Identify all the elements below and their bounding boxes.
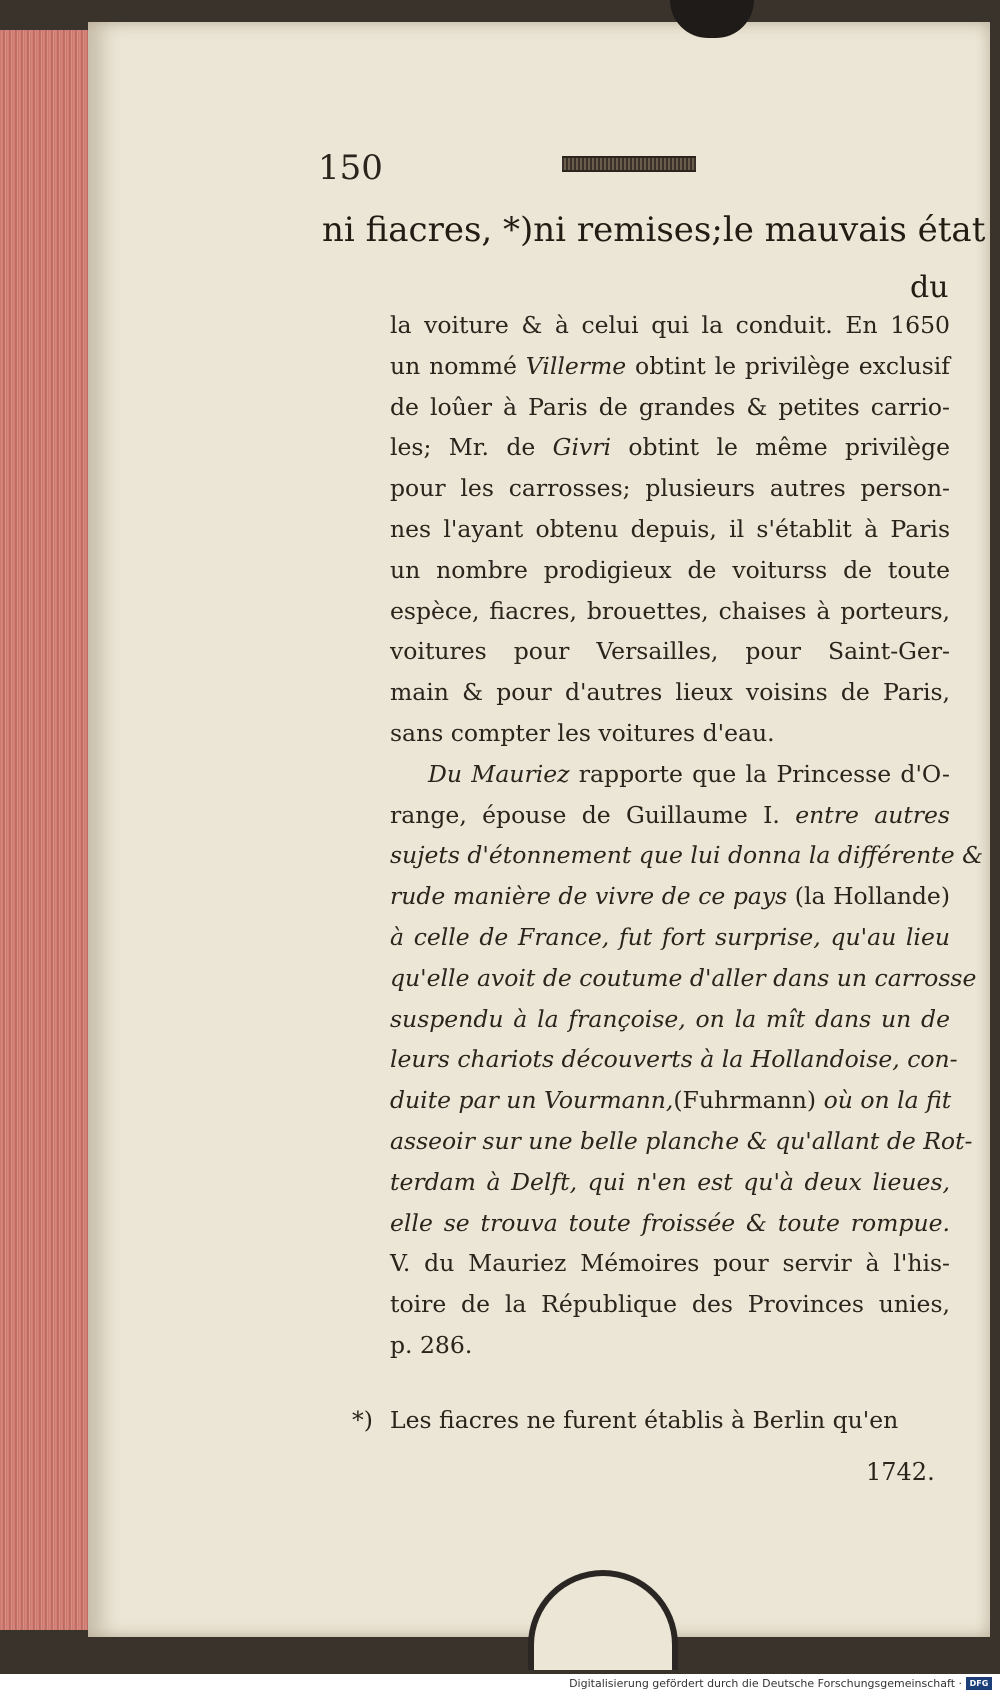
text-line: [390, 305, 950, 346]
text-line: [390, 387, 950, 428]
text-segment: les; Mr. de: [390, 433, 553, 462]
footnote: [352, 1406, 950, 1434]
text-line: [390, 999, 950, 1040]
text-segment: sans compter les voitures d'eau.: [390, 718, 775, 747]
text-segment: de loûer à Paris de grandes & petites carrio-: [390, 392, 950, 421]
text-segment: obtint le même privilège: [611, 433, 950, 462]
book-page-edges: [0, 30, 88, 1630]
text-line: [390, 346, 950, 387]
header-ornament: [562, 156, 696, 172]
text-line: [390, 1325, 950, 1366]
text-segment: toire de la République des Provinces unies,: [390, 1290, 950, 1319]
text-segment: main & pour d'autres lieux voisins de Paris,: [390, 678, 950, 707]
text-segment: la voiture & à celui qui la conduit. En 1650: [390, 311, 950, 339]
text-segment: pour les carrosses; plusieurs autres person-: [390, 474, 950, 503]
text-segment: voitures pour Versailles, pour Saint-Ger-: [390, 637, 950, 666]
text-line: [390, 1039, 958, 1080]
text-segment: (la Hollande): [787, 882, 951, 911]
page-number: 150: [318, 148, 383, 188]
italic-text: sujets d'étonnement que lui donna la différente &: [390, 841, 984, 870]
footnote-text: Les fiacres ne furent établis à Berlin qu'en: [390, 1406, 899, 1434]
italic-text: entre autres: [795, 800, 950, 829]
text-segment: p. 286.: [390, 1330, 473, 1359]
text-segment: rapporte que la Princesse d'O-: [569, 759, 950, 788]
italic-text: leurs chariots découverts à la Hollandoise, con-: [390, 1045, 958, 1074]
text-line: [390, 672, 950, 713]
text-line: [390, 1203, 950, 1244]
catchword-top: du: [910, 270, 949, 305]
text-line: [390, 835, 984, 876]
text-line: [390, 1121, 973, 1162]
italic-text: terdam à Delft, qui n'en est qu'à deux lieues,: [390, 1167, 950, 1196]
catch-line: [322, 210, 986, 250]
text-line: [390, 876, 950, 917]
text-line: [390, 1080, 950, 1121]
text-segment: nes l'ayant obtenu depuis, il s'établit à Paris: [390, 514, 950, 543]
catch-line-part-3: le mauvais état: [722, 210, 986, 250]
text-segment: V. du Mauriez Mémoires pour servir à l'his-: [390, 1249, 950, 1278]
text-segment: (Fuhrmann): [673, 1086, 824, 1115]
italic-text: asseoir sur une belle planche & qu'allant de Rot-: [390, 1126, 973, 1155]
italic-text: Du Mauriez: [428, 759, 570, 788]
text-line: [390, 550, 950, 591]
text-line: [390, 1243, 950, 1284]
italic-text: Givri: [552, 433, 611, 462]
footer-credit: Digitalisierung gefördert durch die Deutsche Forschungsgemeinschaft ·: [569, 1677, 962, 1690]
text-segment: obtint le privilège exclusif: [626, 351, 950, 380]
italic-text: rude manière de vivre de ce pays: [390, 882, 788, 911]
italic-text: duite par un Vourmann,: [390, 1086, 674, 1115]
text-line: [390, 591, 950, 632]
body-text: [390, 305, 984, 1366]
text-segment: espèce, fiacres, brouettes, chaises à porteurs,: [390, 596, 950, 625]
text-segment: un nommé: [390, 351, 526, 380]
dfg-logo: DFG: [966, 1677, 992, 1690]
italic-text: où on la fit: [823, 1086, 952, 1115]
text-line: [390, 713, 950, 754]
text-line: [390, 917, 950, 958]
text-line: [390, 958, 977, 999]
italic-text: suspendu à la françoise, on la mît dans un de: [390, 1004, 950, 1033]
text-segment: range, épouse de Guillaume I.: [390, 800, 796, 829]
italic-text: à celle de France, fut fort surprise, qu'au lieu: [390, 922, 950, 951]
italic-text: qu'elle avoit de coutume d'aller dans un carrosse: [390, 963, 977, 992]
text-line: [390, 468, 950, 509]
text-line: [390, 631, 950, 672]
text-line: [390, 427, 950, 468]
catch-line-part-1: ni fiacres, *): [322, 210, 534, 250]
catch-line-part-2: ni remises;: [533, 210, 723, 250]
text-line: [390, 509, 950, 550]
text-line: [390, 1162, 950, 1203]
catchword-bottom: 1742.: [866, 1458, 935, 1486]
footnote-mark: *): [352, 1406, 373, 1434]
text-segment: un nombre prodigieux de voiturss de toute: [390, 555, 950, 584]
text-line: [390, 1284, 950, 1325]
text-line: [390, 795, 950, 836]
italic-text: Villerme: [525, 351, 627, 380]
italic-text: elle se trouva toute froissée & toute rompue.: [390, 1208, 950, 1237]
text-line: [390, 754, 950, 795]
